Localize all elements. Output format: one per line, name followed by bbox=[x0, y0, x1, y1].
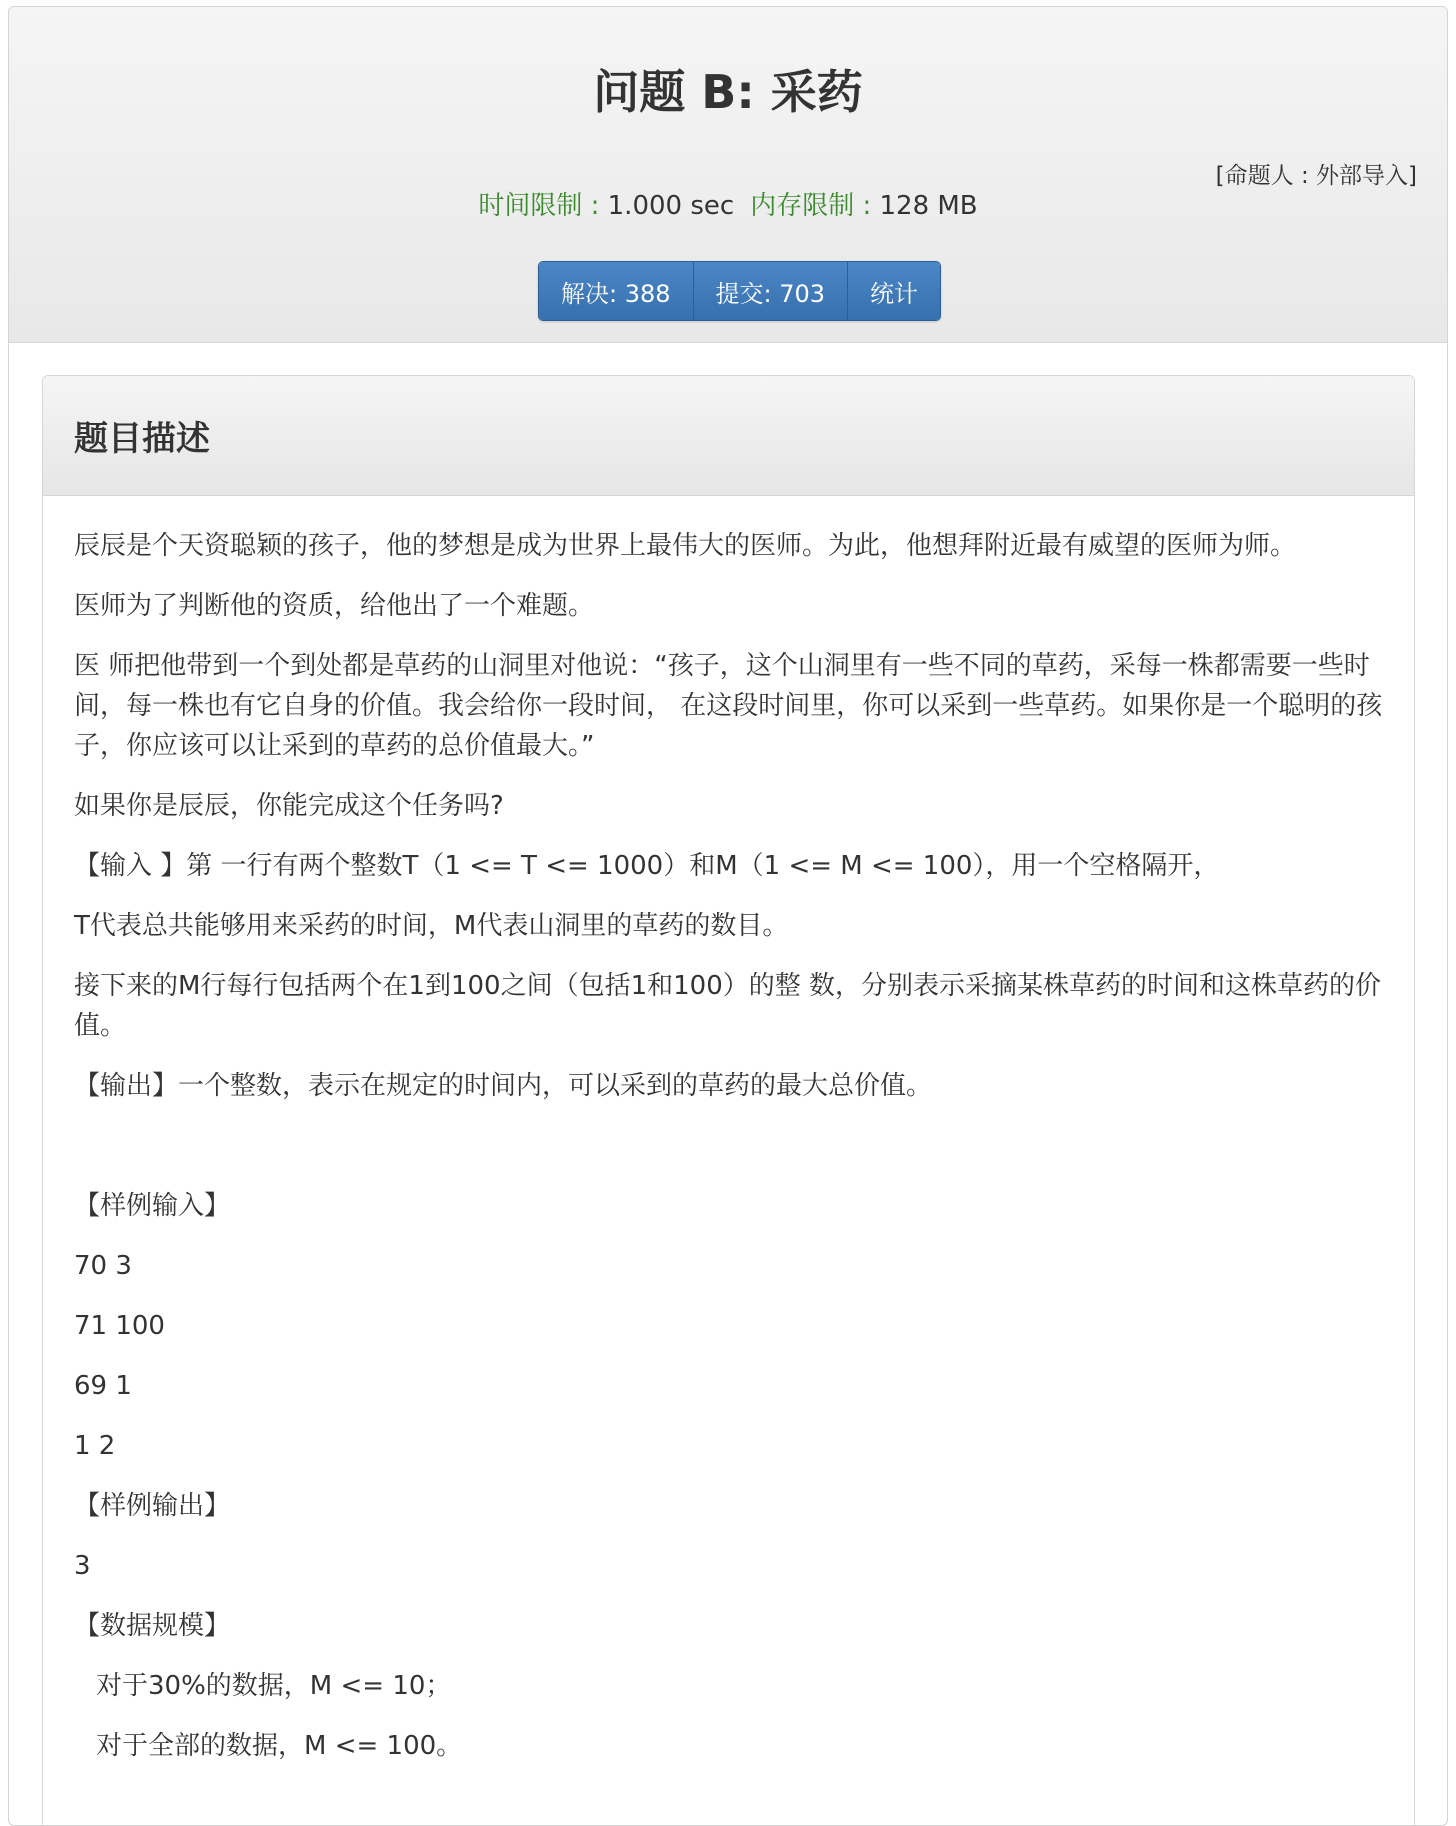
problem-title: 问题 B: 采药 bbox=[593, 65, 863, 119]
sample-input-line: 71 100 bbox=[74, 1311, 165, 1341]
input-spec: 接下来的M行每行包括两个在1到100之间（包括1和100）的整 数，分别表示采摘某株草药的时间和这株草药的价值。 bbox=[74, 971, 1382, 1041]
description-body bbox=[43, 496, 1414, 1766]
sample-input-line: 69 1 bbox=[74, 1371, 132, 1401]
sample-input-line: 1 2 bbox=[74, 1431, 116, 1461]
description-paragraph: 辰辰是个天资聪颖的孩子，他的梦想是成为世界上最伟大的医师。为此，他想拜附近最有威望的医师为师。 bbox=[74, 531, 1297, 561]
description-paragraph: 医 师把他带到一个到处都是草药的山洞里对他说：“孩子，这个山洞里有一些不同的草药，采每一株都需要一些时间，每一株也有它自身的价值。我会给你一段时间， 在这段时间里，你可以采到一些草药。如果你是一个聪明的孩子，你应该可以让采到的草药的总价值最大。” bbox=[74, 651, 1383, 761]
input-spec: 【输入 】第 一行有两个整数T（1 <= T <= 1000）和M（1 <= M <= 100），用一个空格隔开， bbox=[74, 851, 1220, 881]
sample-output-heading: 【样例输出】 bbox=[74, 1491, 231, 1521]
description-panel-heading bbox=[43, 376, 1414, 496]
description-heading: 题目描述 bbox=[74, 419, 210, 459]
stats-button-group bbox=[538, 261, 941, 321]
limits-line bbox=[9, 191, 1447, 222]
blank-line bbox=[74, 1126, 1384, 1186]
memory-limit-value: 128 MB bbox=[879, 191, 978, 221]
sample-input-heading: 【样例输入】 bbox=[74, 1191, 231, 1221]
problem-page bbox=[8, 6, 1448, 1826]
input-spec: T代表总共能够用来采药的时间，M代表山洞里的草药的数目。 bbox=[74, 911, 789, 941]
problem-header bbox=[9, 7, 1447, 343]
description-paragraph: 医师为了判断他的资质，给他出了一个难题。 bbox=[74, 591, 595, 621]
data-scale-line: 对于30%的数据，M <= 10； bbox=[96, 1671, 452, 1701]
description-paragraph: 如果你是辰辰，你能完成这个任务吗? bbox=[74, 791, 504, 821]
description-panel bbox=[42, 375, 1415, 1826]
problem-author: [命题人 : 外部导入] bbox=[1215, 163, 1417, 189]
statistics-button[interactable]: 统计 bbox=[848, 262, 940, 320]
memory-limit-label: 内存限制 : bbox=[750, 191, 880, 221]
sample-output-line: 3 bbox=[74, 1551, 91, 1581]
data-scale-line: 对于全部的数据，M <= 100。 bbox=[96, 1731, 463, 1761]
solved-button[interactable]: 解决: 388 bbox=[539, 262, 694, 320]
sample-input-line: 70 3 bbox=[74, 1251, 132, 1281]
data-scale-heading: 【数据规模】 bbox=[74, 1611, 231, 1641]
time-limit-label: 时间限制 : bbox=[478, 191, 608, 221]
time-limit-value: 1.000 sec bbox=[607, 191, 735, 221]
output-spec: 【输出】一个整数，表示在规定的时间内，可以采到的草药的最大总价值。 bbox=[74, 1071, 933, 1101]
submit-count-button[interactable]: 提交: 703 bbox=[694, 262, 849, 320]
